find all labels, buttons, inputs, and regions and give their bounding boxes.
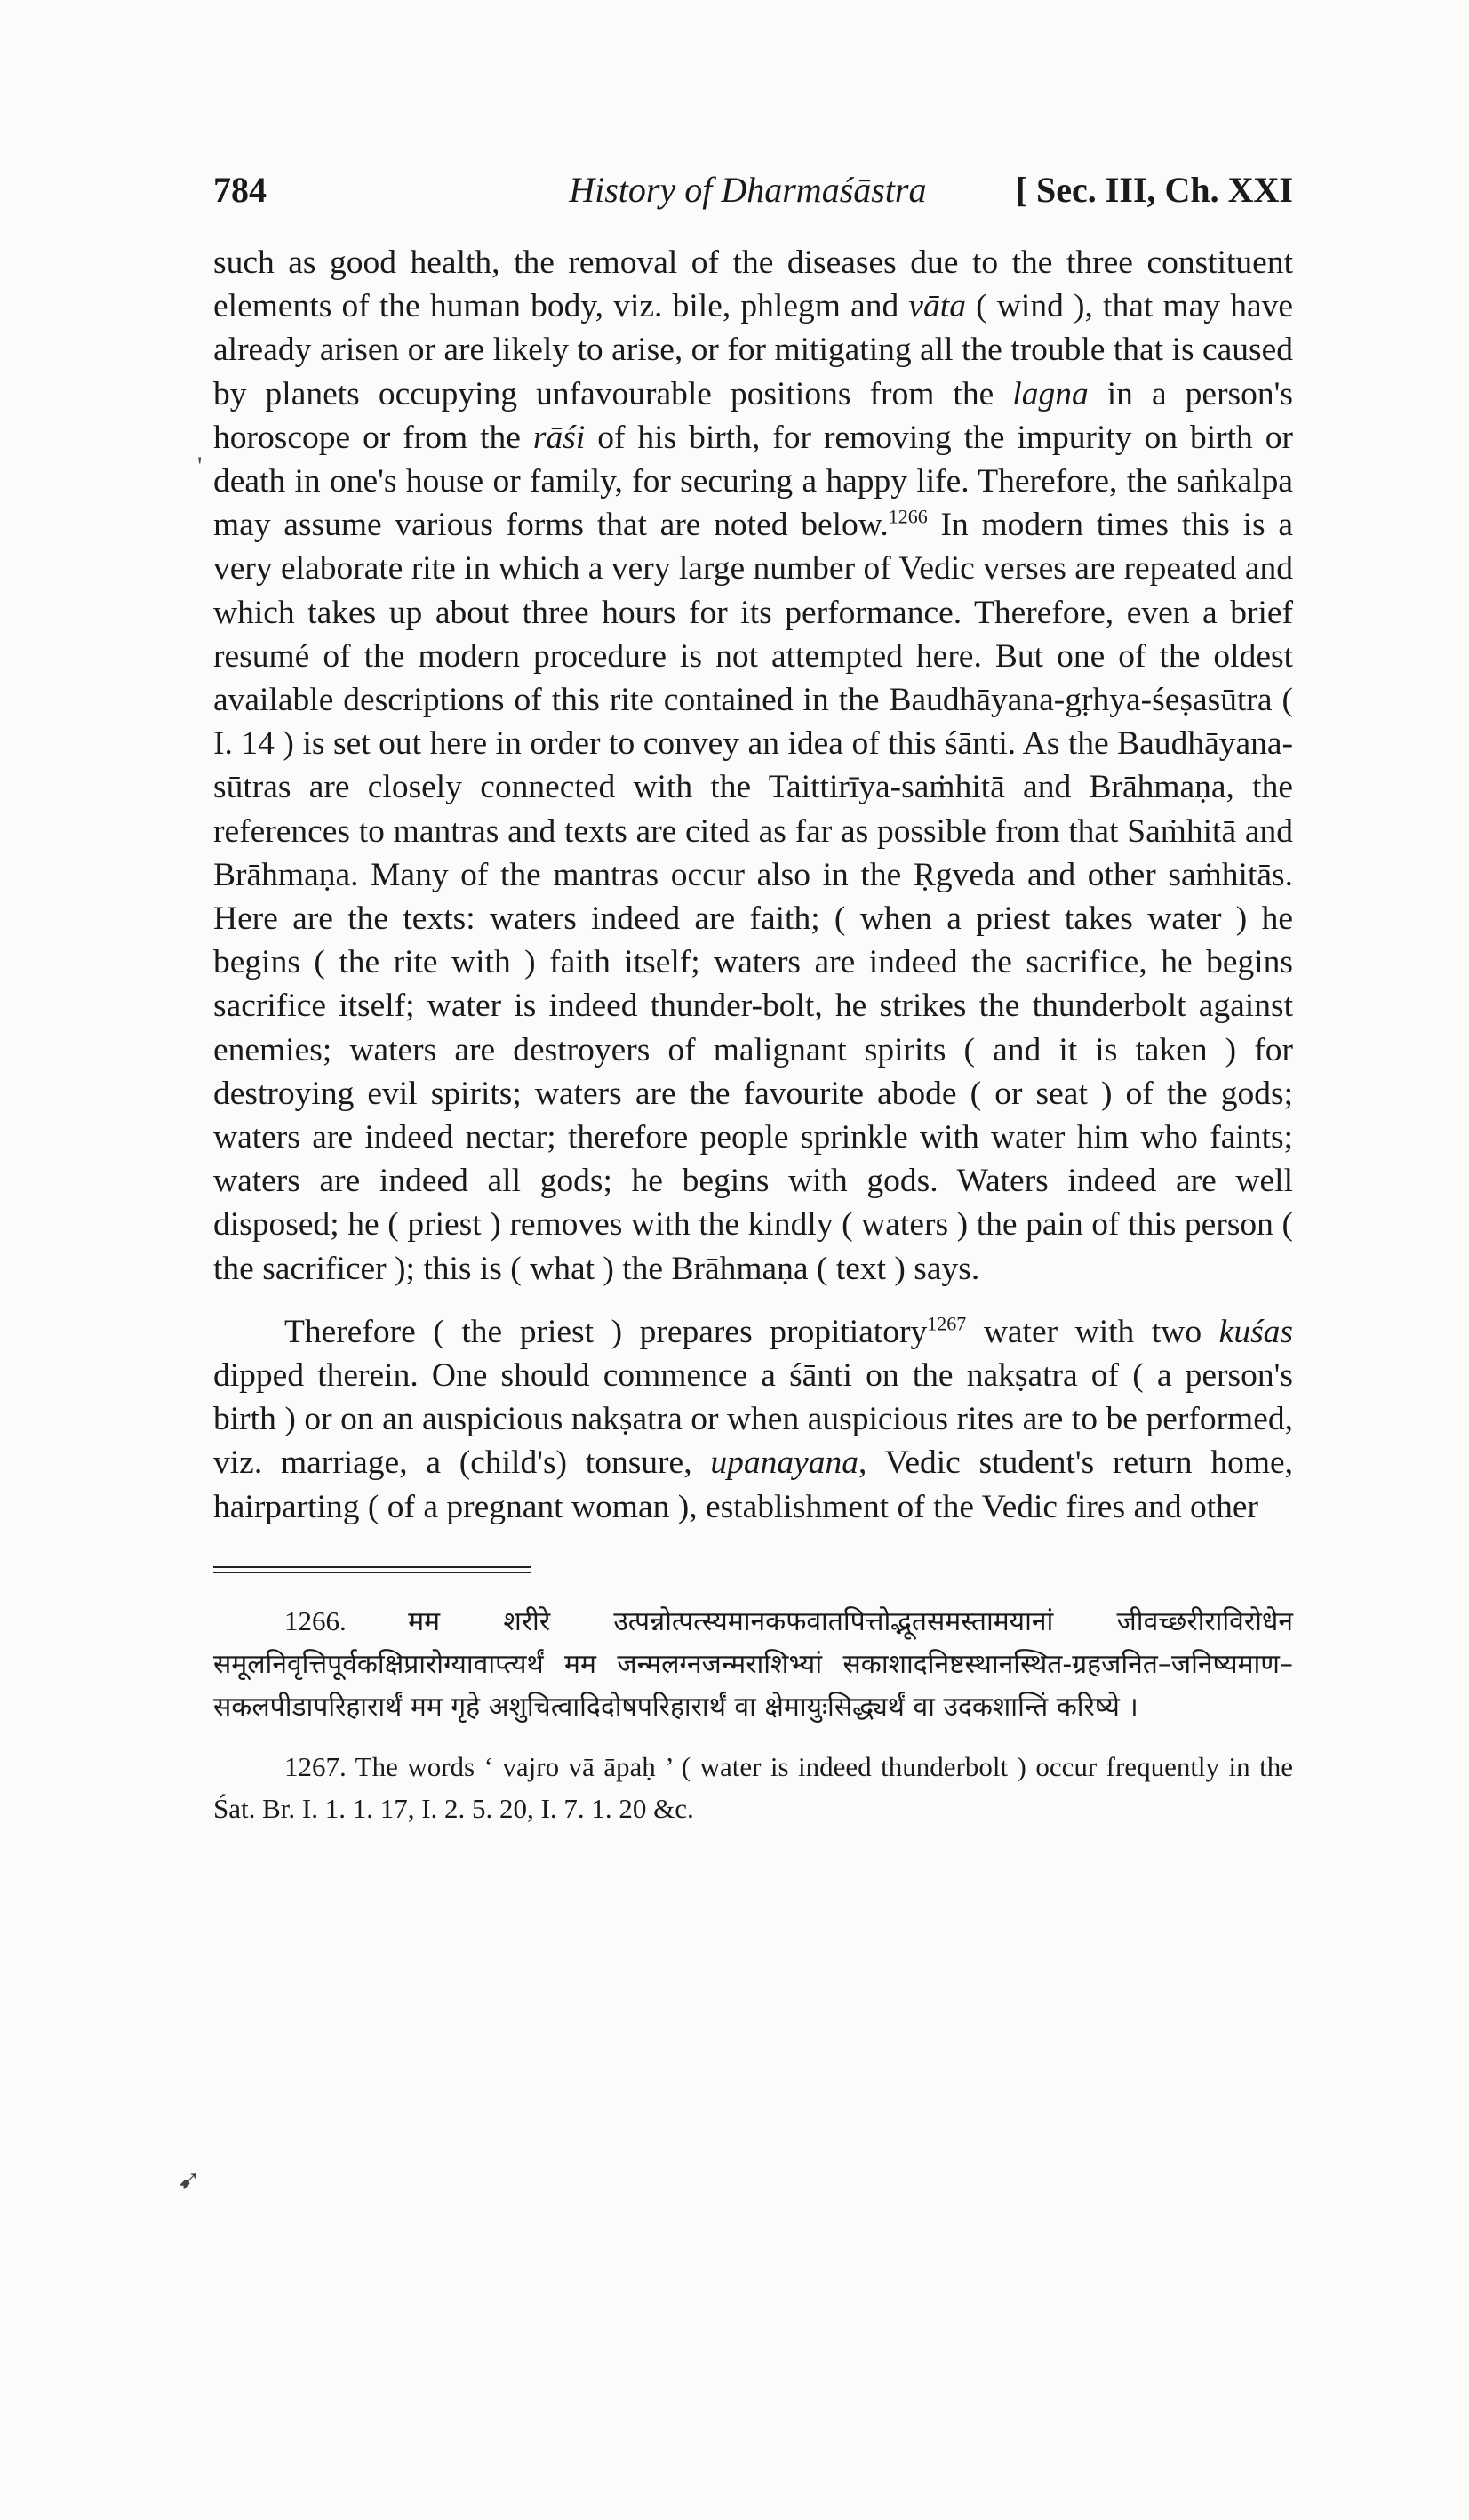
footnote-text: The words ‘ vajro vā āpaḥ ’ ( water is indeed thunderbolt ) occur frequently in the Śat. Br. I. 1. 1. 17, I. 2. 5. 20, I. 7. 1. 20 &c. [213,1750,1293,1824]
footnote-number: 1266. [284,1604,347,1636]
text-run: , Vedic student's return home, hairparting ( of a pregnant woman ), establishment of the Vedic fires and other [213,1444,1294,1525]
section-reference: [ Sec. III, Ch. XXI [1015,170,1293,210]
text-run: dipped therein. One should commence a śānti on the nakṣatra of ( a person's birth ) or on an auspicious nakṣatra or when auspicious rites are to be performed, viz. marriage, a (child's) tonsure, [213,1357,1293,1482]
footnote-text: मम शरीरे उत्पन्नोत्पत्स्यमानकफवातपित्तोद्भूतसमस्तामयानां जीवच्छरीराविरोधेन समूलनिवृत्तिपूर्वकक्षिप्रारोग्यावाप्त्यर्थं मम जन्मलग्नजन्मराशिभ्यां सकाशादनिष्टस्थानस्थित-ग्रहजनित–जनिष्यमाण–सकलपीडापरिहारार्थं मम गृहे अशुचित्वादिदोषपरिहारार्थं वा क्षेमायुःसिद्ध्यर्थं वा उदकशान्तिं करिष्ये । [213,1605,1293,1723]
running-header [213,169,1293,211]
italic-term: lagna [1012,375,1089,412]
text-run: in a person's horoscope or from the [213,375,1294,456]
footnote-1266 [213,1600,1293,1728]
footnote-ref[interactable]: 1266 [888,505,928,528]
body-text [213,241,1293,1529]
footnotes [213,1600,1293,1829]
footnote-number: 1267. [284,1750,347,1782]
footnote-ref[interactable]: 1267 [927,1312,967,1335]
text-run: of his birth, for removing the impurity on birth or death in one's house or family, for securing a happy life. Therefore, the saṅkalpa may assume various forms that are noted below. [213,419,1293,544]
footnote-1267 [213,1746,1293,1829]
footnote-divider [213,1566,531,1573]
text-run: water with two [966,1313,1219,1350]
text-run: ( wind ), that may have already arisen or are likely to arise, or for mitigating all the trouble that is caused by planets occupying unfavourable positions from the [213,288,1293,412]
paragraph-2 [213,1310,1293,1529]
text-run: In modern times this is a very elaborate rite in which a very large number of Vedic verses are repeated and which takes up about three hours for its performance. Therefore, even a brief resumé of the modern procedure is not attempted here. But one of the oldest available descriptions of this rite contained in the Baudhāyana-gṛhya-śeṣasūtra ( I. 14 ) is set out here in order to convey an idea of this śānti. As the Baudhāyana-sūtras are closely connected with the Taittirīya-saṁhitā and Brāhmaṇa, the references to mantras and texts are cited as far as possible from that Saṁhitā and Brāhmaṇa. Many of the mantras occur also in the Ṛgveda and other saṁhitās. Here are the texts: waters indeed are faith; ( when a priest takes water ) he begins ( the rite with ) faith itself; waters are indeed the sacrifice, he begins sacrifice itself; water is indeed thunder-bolt, he strikes the thunderbolt against enemies; waters are destroyers of malignant spirits ( and it is taken ) for destroying evil spirits; waters are the favourite abode ( or seat ) of the gods; waters are indeed nectar; therefore people sprinkle with water him who faints; waters are indeed all gods; he begins with gods. Waters indeed are well disposed; he ( priest ) removes with the kindly ( waters ) the pain of this person ( the sacrificer ); this is ( what ) the Brāhmaṇa ( text ) says. [213,507,1293,1287]
running-title: History of Dharmaśāstra [569,170,927,210]
italic-term: vāta [908,288,966,325]
text-run: Therefore ( the priest ) prepares propitiatory [284,1313,928,1350]
text-run: such as good health, the removal of the diseases due to the three constituent elements of the human body, viz. bile, phlegm and [213,244,1293,325]
italic-term: upanayana [710,1444,858,1482]
italic-term: rāśi [532,419,586,456]
page-number: 784 [213,170,267,210]
italic-term: kuśas [1218,1313,1294,1350]
margin-mark-tick: ' [197,452,203,481]
margin-mark-arrow: ➹ [178,2165,201,2195]
page [213,169,1293,1829]
paragraph-1 [213,241,1293,1291]
